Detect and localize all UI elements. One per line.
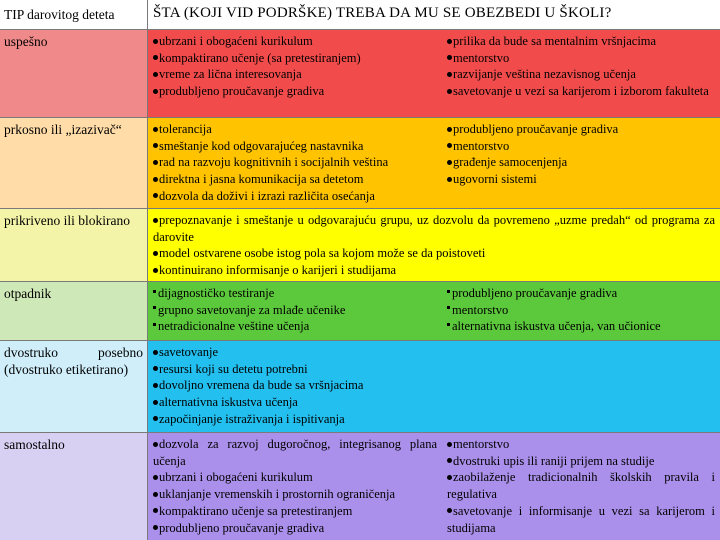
bullet-icon	[153, 72, 158, 77]
support-column-1	[150, 30, 440, 103]
list-item: razvijanje veština nezavisnog učenja	[447, 66, 715, 83]
support-column-1	[150, 118, 440, 208]
bullet-icon	[153, 177, 158, 182]
list-item: prepoznavanje i smeštanje u odgovarajuću grupu, uz dozvolu da povremeno „uzme predah“ od programa za darovite	[153, 213, 715, 244]
bullet-icon	[153, 39, 158, 44]
support-column-1	[150, 282, 440, 338]
list-item: smeštanje kod odgovarajućeg nastavnika	[153, 138, 437, 155]
square-bullet-icon	[447, 323, 450, 326]
support-cell	[148, 118, 720, 208]
square-bullet-icon	[153, 290, 156, 293]
bullet-icon	[153, 268, 158, 273]
list-item: savetovanje	[153, 344, 437, 361]
table-row	[0, 433, 720, 540]
list-item: grupno savetovanje za mlađe učenike	[153, 302, 437, 319]
bullet-icon	[153, 218, 158, 223]
type-label-cell: otpadnik	[0, 282, 148, 340]
bullet-icon	[153, 525, 158, 530]
bullet-icon	[153, 492, 158, 497]
list-item: mentorstvo	[447, 138, 715, 155]
bullet-icon	[447, 89, 452, 94]
list-item: resursi koji su detetu potrebni	[153, 361, 437, 378]
bullet-icon	[447, 160, 452, 165]
bullet-icon	[153, 475, 158, 480]
bullet-icon	[447, 127, 452, 132]
bullet-icon	[447, 442, 452, 447]
support-cell	[148, 433, 720, 540]
list-item: mentorstvo	[447, 50, 715, 67]
list-item: vreme za lična interesovanja	[153, 66, 437, 83]
bullet-icon	[153, 127, 158, 132]
support-cell	[148, 209, 720, 281]
list-item: alternativna iskustva učenja	[153, 394, 437, 411]
list-item: dovoljno vremena da bude sa vršnjacima	[153, 377, 437, 394]
support-cell	[148, 30, 720, 117]
bullet-icon	[153, 251, 158, 256]
table-header-row	[0, 0, 720, 30]
bullet-icon	[153, 193, 158, 198]
type-label-cell: dvostruko posebno (dvostruko etiketirano)	[0, 341, 148, 432]
bullet-icon	[153, 143, 158, 148]
list-item: ubrzani i obogaćeni kurikulum	[153, 469, 437, 486]
type-label-cell: prkosno ili „izazivač“	[0, 118, 148, 208]
list-item: produbljeno proučavanje gradiva	[447, 285, 715, 302]
bullet-icon	[447, 475, 452, 480]
table-row	[0, 30, 720, 118]
square-bullet-icon	[153, 323, 156, 326]
type-label-cell: prikriveno ili blokirano	[0, 209, 148, 281]
table-row	[0, 209, 720, 282]
bullet-icon	[447, 39, 452, 44]
list-item: ubrzani i obogaćeni kurikulum	[153, 33, 437, 50]
list-item: netradicionalne veštine učenja	[153, 318, 437, 335]
list-item: mentorstvo	[447, 302, 715, 319]
bullet-icon	[447, 508, 452, 513]
list-item: produbljeno proučavanje gradiva	[153, 83, 437, 100]
bullet-icon	[153, 366, 158, 371]
bullet-icon	[153, 89, 158, 94]
support-cell	[148, 341, 720, 432]
bullet-icon	[153, 416, 158, 421]
table-row	[0, 118, 720, 209]
list-item: produbljeno proučavanje gradiva	[153, 520, 437, 537]
bullet-icon	[153, 160, 158, 165]
list-item: dijagnostičko testiranje	[153, 285, 437, 302]
bullet-icon	[153, 350, 158, 355]
table-row	[0, 282, 720, 341]
bullet-icon	[447, 72, 452, 77]
list-item: dozvola da doživi i izrazi različita osećanja	[153, 188, 437, 205]
list-item: kompaktirano učenje sa pretestiranjem	[153, 503, 437, 520]
square-bullet-icon	[447, 306, 450, 309]
list-item: započinjanje istraživanja i ispitivanja	[153, 411, 437, 428]
table-row	[0, 341, 720, 433]
list-item: uklanjanje vremenskih i prostornih ograničenja	[153, 486, 437, 503]
bullet-icon	[447, 177, 452, 182]
bullet-icon	[447, 458, 452, 463]
list-item: savetovanje u vezi sa karijerom i izborom fakulteta	[447, 83, 715, 100]
bullet-icon	[153, 55, 158, 60]
support-cell	[148, 282, 720, 340]
bullet-icon	[153, 442, 158, 447]
list-item: mentorstvo	[447, 436, 715, 453]
list-item: građenje samocenjenja	[447, 154, 715, 171]
list-item: dvostruki upis ili raniji prijem na studije	[447, 453, 715, 470]
header-support-text: ŠTA (KOJI VID PODRŠKE) TREBA DA MU SE OBEZBEDI U ŠKOLI?	[153, 5, 612, 21]
list-item: ugovorni sistemi	[447, 171, 715, 188]
support-column-1	[150, 341, 440, 431]
type-label-cell: uspešno	[0, 30, 148, 117]
bullet-icon	[447, 55, 452, 60]
bullet-icon	[153, 508, 158, 513]
bullet-icon	[153, 383, 158, 388]
list-item: dozvola za razvoj dugoročnog, integrisanog plana učenja	[153, 437, 437, 468]
list-item: rad na razvoju kognitivnih i socijalnih veština	[153, 154, 437, 171]
list-item: alternativna iskustva učenja, van učionice	[447, 318, 715, 335]
support-column-full	[150, 209, 718, 282]
bullet-icon	[447, 143, 452, 148]
support-column-2	[444, 433, 718, 539]
header-type-cell: TIP darovitog deteta	[0, 0, 148, 29]
bullet-icon	[153, 400, 158, 405]
list-item: zaobilaženje tradicionalnih školskih pravila i regulativa	[447, 470, 715, 502]
support-column-2	[444, 118, 718, 191]
square-bullet-icon	[447, 290, 450, 293]
support-column-2	[444, 30, 718, 103]
support-column-1	[150, 433, 440, 539]
list-item: prilika da bude sa mentalnim vršnjacima	[447, 33, 715, 50]
list-item: direktna i jasna komunikacija sa detetom	[153, 171, 437, 188]
list-item: kompaktirano učenje (sa pretestiranjem)	[153, 50, 437, 67]
list-item: tolerancija	[153, 121, 437, 138]
square-bullet-icon	[153, 306, 156, 309]
header-support-cell	[148, 0, 720, 29]
list-item: produbljeno proučavanje gradiva	[447, 121, 715, 138]
list-item: kontinuirano informisanje o karijeri i studijama	[153, 262, 715, 279]
list-item: model ostvarene osobe istog pola sa kojom može se da poistoveti	[153, 245, 715, 262]
type-label-cell: samostalno	[0, 433, 148, 540]
list-item: savetovanje i informisanje u vezi sa karijerom i studijama	[447, 503, 715, 535]
support-column-2	[444, 282, 718, 338]
